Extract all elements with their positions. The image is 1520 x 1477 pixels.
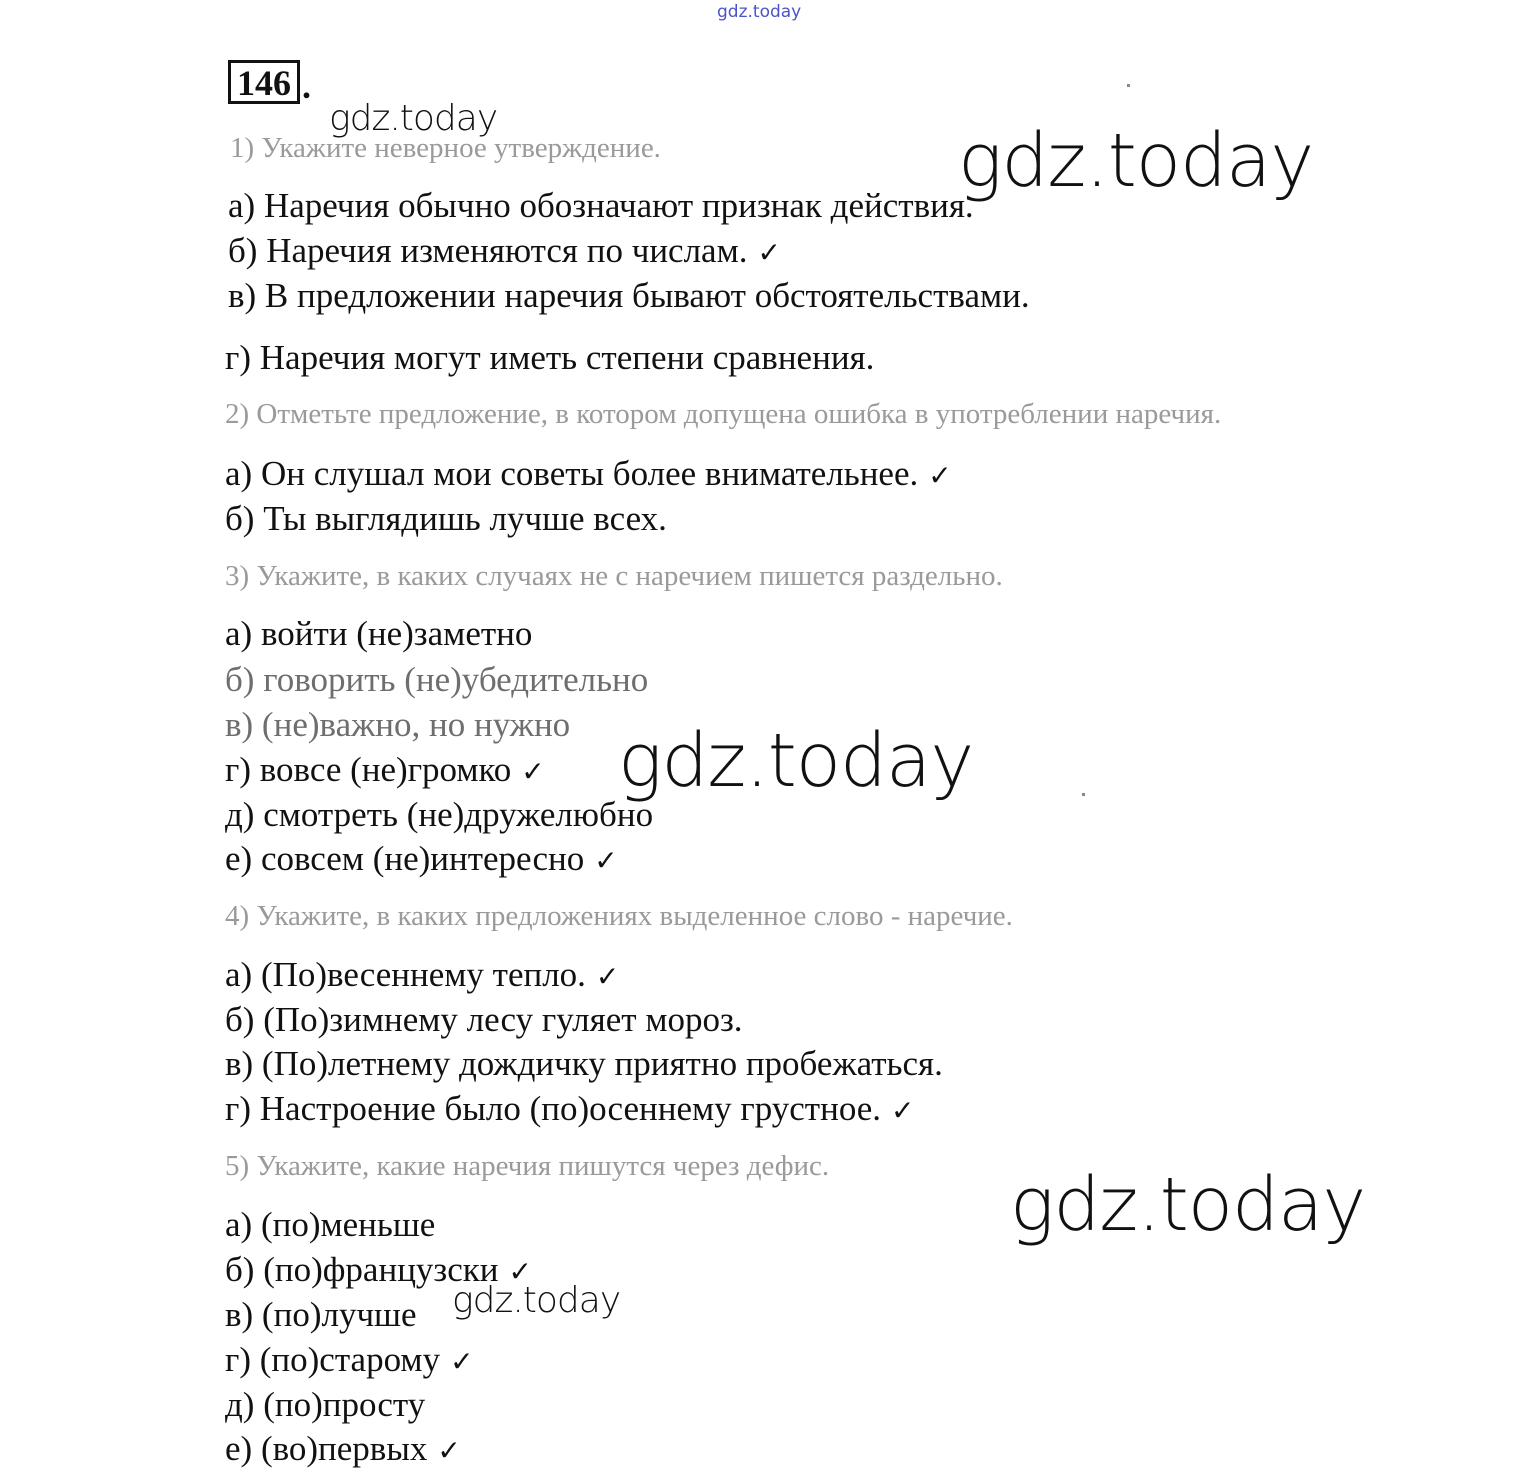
question-1-option-a (228, 186, 974, 226)
question-2-option-b (225, 499, 667, 539)
question-5-option-f (225, 1429, 461, 1469)
question-5-option-c (225, 1295, 417, 1335)
question-3-option-c (225, 705, 570, 745)
question-3-option-f (225, 839, 618, 879)
check-mark-icon: ✓ (595, 960, 620, 993)
check-mark-icon: ✓ (521, 755, 545, 788)
option-text: б) (По)зимнему лесу гуляет мороз. (225, 1000, 743, 1039)
question-4-option-c (225, 1044, 943, 1084)
option-text: в) В предложении наречия бывают обстоятельствами. (228, 276, 1030, 315)
question-1-option-b (228, 231, 781, 271)
question-4-option-a (225, 955, 619, 995)
question-1-option-d (225, 338, 874, 378)
option-text: г) Наречия могут иметь степени сравнения. (225, 338, 875, 377)
option-text: г) вовсе (не)громко (225, 750, 512, 789)
exercise-number-dot: . (302, 66, 311, 106)
question-2-option-a (225, 454, 952, 494)
question-3-option-d (225, 750, 545, 790)
option-text: е) совсем (не)интересно (225, 839, 585, 878)
option-text: д) смотреть (не)дружелюбно (225, 795, 654, 834)
option-text: в) (не)важно, но нужно (225, 705, 571, 744)
check-mark-icon: ✓ (928, 459, 952, 492)
question-5-option-b (225, 1250, 532, 1290)
question-2: 2) Отметьте предложение, в котором допущена ошибка в употреблении наречия. (225, 398, 1222, 430)
exercise-number (228, 62, 311, 104)
option-text: г) (по)старому (225, 1340, 441, 1379)
question-4-option-b (225, 1000, 743, 1040)
scan-speck (1082, 793, 1085, 796)
question-5-option-d (225, 1340, 474, 1380)
watermark: gdz.today (958, 118, 1314, 204)
top-watermark: gdz.today (717, 2, 802, 22)
question-3-option-b (225, 660, 648, 700)
watermark: gdz.today (329, 98, 498, 139)
question-3: 3) Укажите, в каких случаях не с наречием пишется раздельно. (225, 560, 1003, 592)
option-text: а) Наречия обычно обозначают признак действия. (228, 186, 974, 225)
question-5: 5) Укажите, какие наречия пишутся через дефис. (225, 1150, 830, 1182)
exercise-number-box: 146 (228, 60, 300, 104)
check-mark-icon: ✓ (450, 1345, 474, 1378)
option-text: е) (во)первых (225, 1429, 428, 1468)
watermark: gdz.today (1010, 1162, 1366, 1248)
question-1-option-c (228, 276, 1030, 316)
option-text: в) (по)лучше (225, 1295, 417, 1334)
check-mark-icon: ✓ (891, 1094, 915, 1127)
question-3-option-a (225, 614, 532, 654)
option-text: б) Наречия изменяются по числам. (228, 231, 748, 270)
option-text: в) (По)летнему дождичку приятно пробежаться. (225, 1044, 943, 1083)
check-mark-icon: ✓ (508, 1255, 532, 1288)
option-text: г) Настроение было (по)осеннему грустное. (225, 1089, 882, 1128)
option-text: а) (по)меньше (225, 1205, 436, 1244)
option-text: б) Ты выглядишь лучше всех. (225, 499, 667, 538)
watermark: gdz.today (618, 718, 974, 804)
check-mark-icon: ✓ (437, 1434, 461, 1467)
question-1: 1) Укажите неверное утверждение. (230, 132, 661, 164)
watermark: gdz.today (452, 1280, 621, 1321)
option-text: б) говорить (не)убедительно (225, 660, 649, 699)
check-mark-icon: ✓ (594, 844, 618, 877)
option-text: а) войти (не)заметно (225, 614, 533, 653)
question-5-option-a (225, 1205, 435, 1245)
option-text: д) (по)просту (225, 1385, 426, 1424)
option-text: а) Он слушал мои советы более внимательнее. (225, 454, 919, 493)
option-text: а) (По)весеннему тепло. (225, 955, 586, 994)
check-mark-icon: ✓ (757, 236, 781, 269)
question-3-option-e (225, 795, 653, 835)
question-4-option-d (225, 1089, 915, 1129)
option-text: б) (по)французски (225, 1250, 499, 1289)
question-4: 4) Укажите, в каких предложениях выделенное слово - наречие. (225, 900, 1013, 932)
question-5-option-e (225, 1385, 425, 1425)
scan-speck (1127, 84, 1130, 87)
